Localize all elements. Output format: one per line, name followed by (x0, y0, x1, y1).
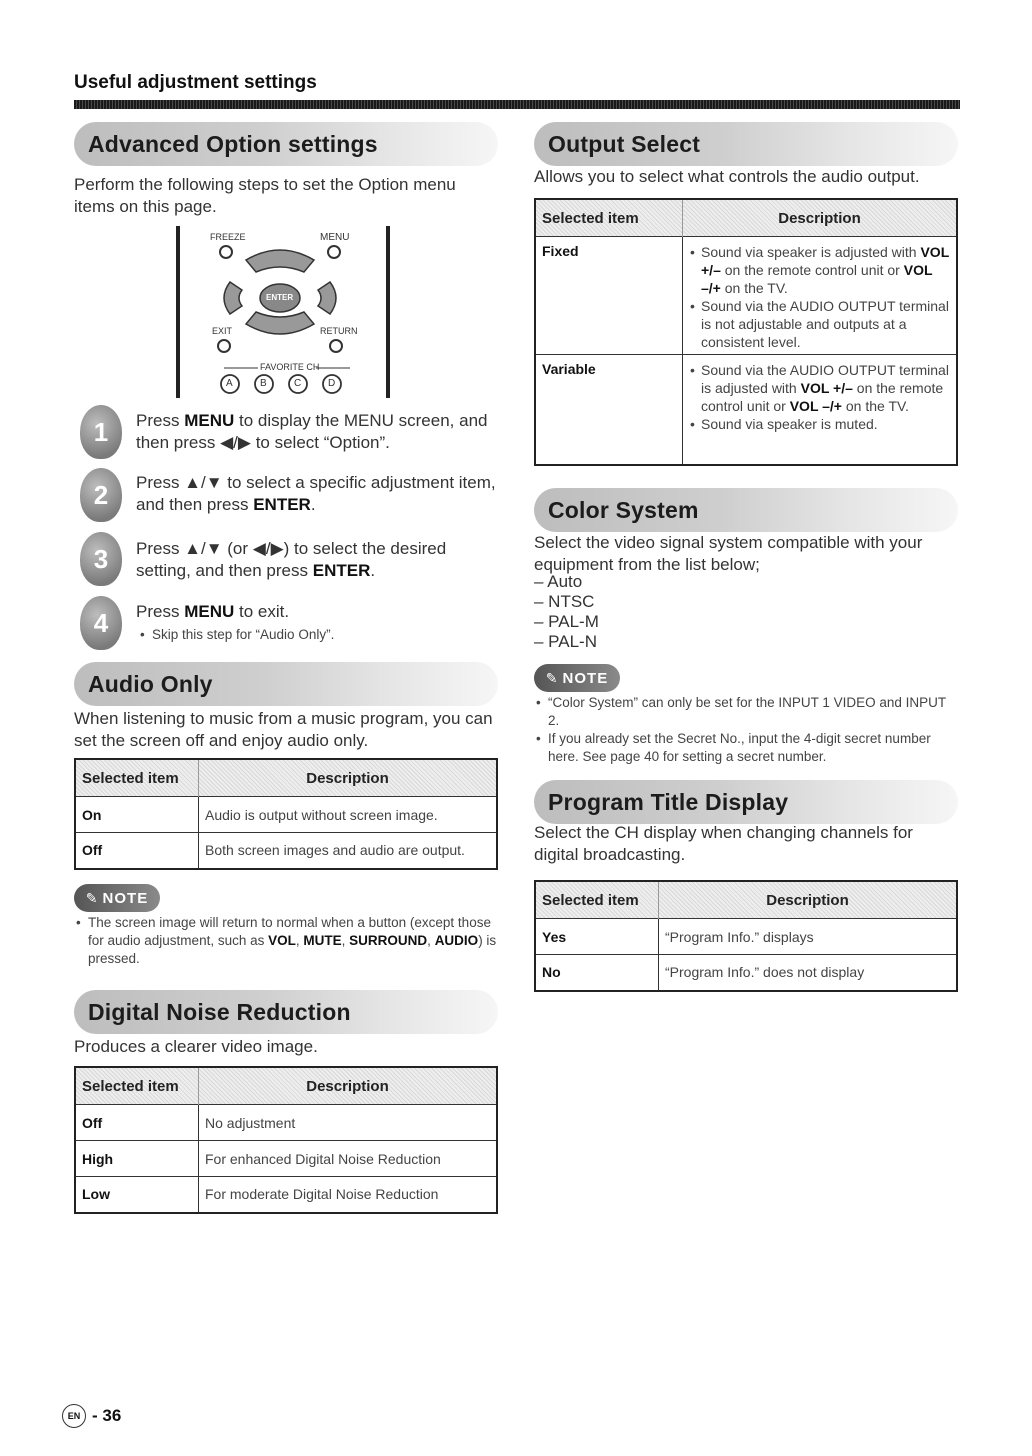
step-3-number: 3 (80, 532, 122, 586)
dnr-title: Digital Noise Reduction (88, 998, 351, 1025)
remote-control-icon (174, 226, 404, 398)
table-row: High For enhanced Digital Noise Reduction (75, 1141, 497, 1177)
step-1-text: Press MENU to display the MENU screen, and then press ◀/▶ to select “Option”. (136, 411, 488, 452)
color-system-title: Color System (548, 496, 699, 523)
table-row: Off Both screen images and audio are output. (75, 833, 497, 869)
table-row: Yes “Program Info.” displays (535, 919, 957, 955)
pencil-icon: ✎ (85, 889, 99, 906)
output-select-title: Output Select (548, 130, 701, 157)
table-header-row (75, 759, 497, 797)
output-select-intro: Allows you to select what controls the audio output. (534, 167, 920, 186)
return-label: RETURN (320, 326, 358, 336)
list-item: • If you already set the Secret No., input the 4-digit secret number here. See page 40 for setting a secret number. (534, 730, 958, 766)
table-row: Fixed • Sound via speaker is adjusted with VOL +/– on the remote control unit or VOL –/+ on the TV. • Sound via the AUDIO OUTPUT terminal is not adjustable and outputs at a consistent level. (535, 237, 957, 355)
dnr-intro: Produces a clearer video image. (74, 1037, 318, 1056)
col-description: Description (199, 1067, 498, 1105)
page-number: - 36 (92, 1406, 122, 1425)
program-title-intro: Select the CH display when changing channels for digital broadcasting. (534, 823, 913, 864)
list-item: – PAL-M (534, 612, 599, 631)
col-description: Description (659, 881, 958, 919)
color-system-note-badge: ✎ NOTE (534, 664, 620, 692)
audio-only-banner (74, 662, 498, 706)
output-select-table (534, 198, 958, 466)
color-system-options (534, 572, 599, 652)
step-3-text: Press ▲/▼ (or ◀/▶) to select the desired setting, and then press ENTER. (136, 539, 447, 580)
color-system-intro: Select the video signal system compatible with your equipment from the list below; (534, 533, 923, 574)
table-row: Off No adjustment (75, 1105, 497, 1141)
table-row: On Audio is output without screen image. (75, 797, 497, 833)
col-description: Description (199, 759, 498, 797)
step-4-number: 4 (80, 596, 122, 650)
advanced-option-banner (74, 122, 498, 166)
program-title-banner (534, 780, 958, 824)
enter-label: ENTER (266, 293, 294, 302)
step-4-note: • Skip this step for “Audio Only”. (138, 626, 498, 644)
table-row: Low For moderate Digital Noise Reduction (75, 1177, 497, 1213)
fav-a-label: A (226, 378, 233, 389)
program-title-table (534, 880, 958, 992)
variable-bullet-1: • Sound via the AUDIO OUTPUT terminal is adjusted with VOL +/– on the remote control unit or VOL –/+ on the TV. (689, 361, 950, 415)
color-system-banner (534, 488, 958, 532)
favorite-ch-label: FAVORITE CH (260, 362, 320, 372)
fixed-bullet-2: • Sound via the AUDIO OUTPUT terminal is not adjustable and outputs at a consistent level. (689, 297, 950, 351)
step-1-number: 1 (80, 405, 122, 459)
audio-only-table (74, 758, 498, 870)
list-item: – Auto (534, 572, 583, 591)
header-rule (74, 100, 960, 109)
table-header-row (535, 881, 957, 919)
variable-bullet-2: • Sound via speaker is muted. (689, 415, 950, 433)
table-header-row (535, 199, 957, 237)
program-title-title: Program Title Display (548, 788, 789, 815)
table-row: Variable • Sound via the AUDIO OUTPUT terminal is adjusted with VOL +/– on the remote control unit or VOL –/+ on the TV. • Sound via speaker is muted. (535, 355, 957, 465)
pencil-icon: ✎ (545, 669, 559, 686)
exit-label: EXIT (212, 326, 233, 336)
advanced-intro: Perform the following steps to set the Option menu items on this page. (74, 175, 456, 216)
audio-only-note-badge: ✎ NOTE (74, 884, 160, 912)
output-select-banner (534, 122, 958, 166)
col-selected-item: Selected item (75, 1067, 199, 1105)
advanced-option-title: Advanced Option settings (88, 130, 378, 157)
menu-label: MENU (320, 232, 350, 243)
col-selected-item: Selected item (535, 881, 659, 919)
page-footer (62, 1404, 121, 1428)
fav-d-label: D (328, 378, 336, 389)
step-2-text: Press ▲/▼ to select a specific adjustment item, and then press ENTER. (136, 473, 496, 514)
color-system-notes (534, 694, 958, 766)
page-header: Useful adjustment settings (74, 72, 317, 93)
list-item: • “Color System” can only be set for the INPUT 1 VIDEO and INPUT 2. (534, 694, 958, 730)
table-header-row (75, 1067, 497, 1105)
language-badge: EN (62, 1404, 86, 1428)
fixed-bullet-1: • Sound via speaker is adjusted with VOL +/– on the remote control unit or VOL –/+ on the TV. (689, 243, 950, 297)
list-item: – PAL-N (534, 632, 597, 651)
audio-only-title: Audio Only (88, 670, 213, 697)
step-4-text: Press MENU to exit. (136, 602, 290, 621)
list-item: – NTSC (534, 592, 595, 611)
dnr-banner (74, 990, 498, 1034)
freeze-label: FREEZE (210, 232, 246, 242)
fav-b-label: B (260, 378, 267, 389)
col-description: Description (683, 199, 958, 237)
remote-control-illustration (174, 226, 404, 398)
audio-only-intro: When listening to music from a music program, you can set the screen off and enjoy audio only. (74, 709, 493, 750)
table-row: No “Program Info.” does not display (535, 955, 957, 991)
step-2-number: 2 (80, 468, 122, 522)
col-selected-item: Selected item (535, 199, 683, 237)
dnr-table (74, 1066, 498, 1214)
audio-only-note: • The screen image will return to normal when a button (except those for audio adjustment, such as VOL, MUTE, SURROUND, AUDIO) is pressed. (74, 914, 498, 968)
col-selected-item: Selected item (75, 759, 199, 797)
fav-c-label: C (294, 378, 302, 389)
